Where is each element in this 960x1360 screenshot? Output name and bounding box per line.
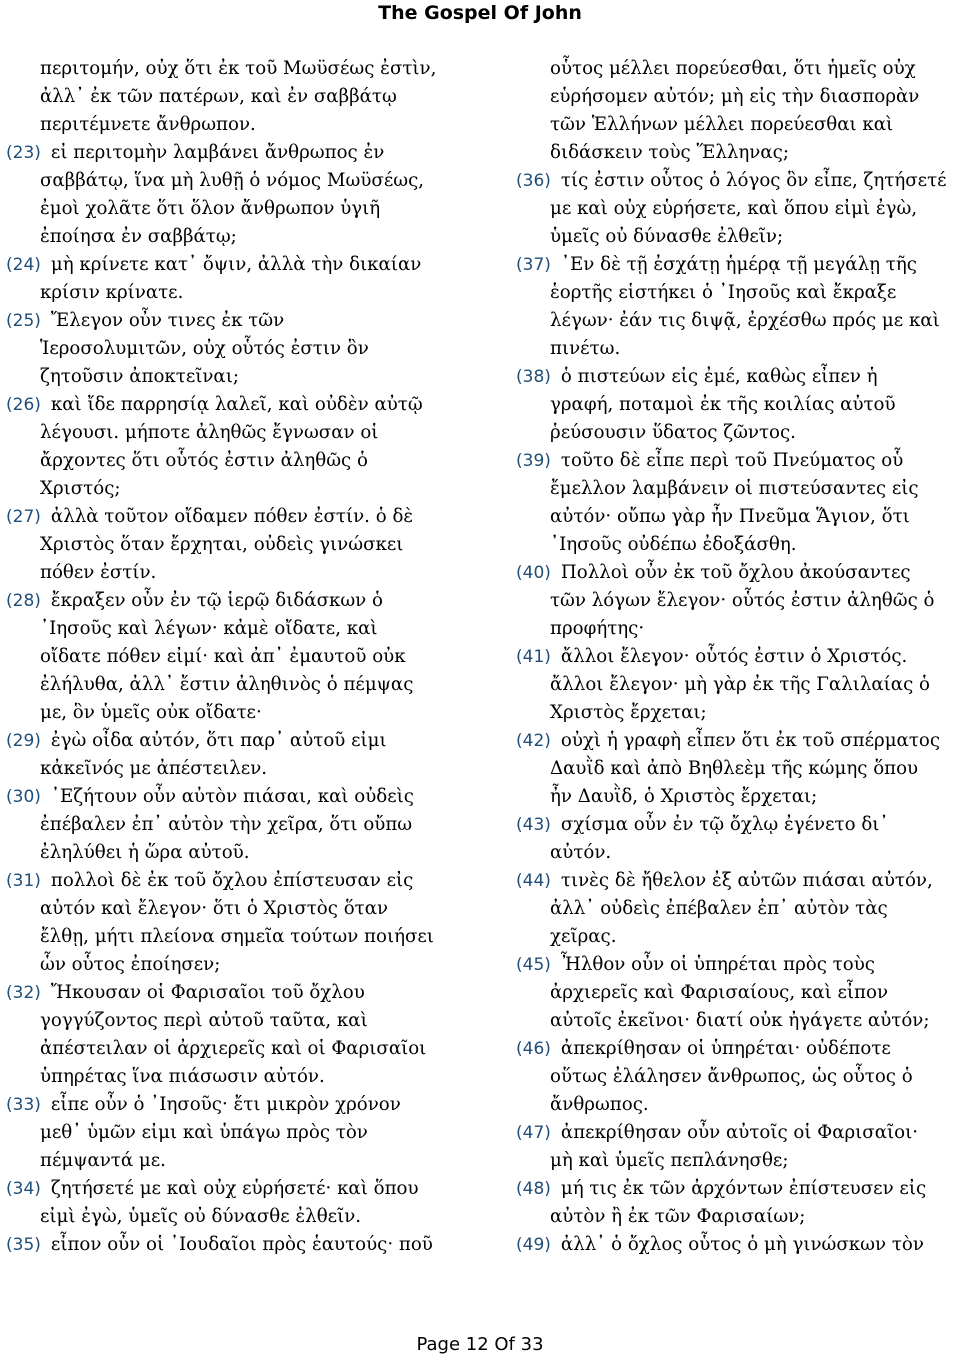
verse-line xyxy=(516,643,960,671)
verse-number: (26) xyxy=(6,395,41,415)
verse-text: οἴδατε πόθεν εἰμί· καὶ ἀπ᾽ ἐμαυτοῦ οὐκ xyxy=(40,646,406,667)
verse-number: (28) xyxy=(6,591,41,611)
verse-number: (46) xyxy=(516,1039,551,1059)
verse-line xyxy=(6,531,476,559)
verse-text: ἔκραξεν οὖν ἐν τῷ ἱερῷ διδάσκων ὁ xyxy=(50,590,383,611)
verse-text: ἑορτῆς εἱστήκει ὁ ᾽Ιησοῦς καὶ ἔκραξε xyxy=(550,282,897,303)
verse-line xyxy=(6,839,476,867)
page-number: Page 12 Of 33 xyxy=(416,1334,544,1355)
verse-line xyxy=(516,755,960,783)
verse-text: ζητήσετέ με καὶ οὐχ εὑρήσετέ· καὶ ὅπου xyxy=(50,1178,419,1199)
verse-text: Δαυῒδ καὶ ἀπὸ Βηθλεὲμ τῆς κώμης ὅπου xyxy=(550,758,919,779)
verse xyxy=(516,1231,960,1259)
verse-line xyxy=(6,307,476,335)
verse-line xyxy=(6,1119,476,1147)
verse-line xyxy=(6,447,476,475)
verse-text: αὐτοῖς ἐκεῖνοι· διατί οὐκ ἠγάγετε αὐτόν; xyxy=(550,1010,930,1031)
verse-line xyxy=(516,531,960,559)
verse-line xyxy=(516,951,960,979)
verse-text: ἄλλοι ἔλεγον· μὴ γὰρ ἐκ τῆς Γαλιλαίας ὁ xyxy=(550,674,931,695)
verse-text: αὐτὸν ἢ ἐκ τῶν Φαρισαίων; xyxy=(550,1206,806,1227)
verse-line xyxy=(516,419,960,447)
verse-text: εἰμὶ ἐγὼ, ὑμεῖς οὐ δύνασθε ἐλθεῖν. xyxy=(40,1206,362,1227)
verse xyxy=(6,1231,476,1259)
verse xyxy=(6,867,476,979)
verse-line xyxy=(516,1119,960,1147)
verse-text: με καὶ οὐχ εὑρήσετε, καὶ ὅπου εἰμὶ ἐγὼ, xyxy=(550,198,918,219)
verse-text: γογγύζοντος περὶ αὐτοῦ ταῦτα, καὶ xyxy=(40,1010,368,1031)
verse xyxy=(6,391,476,503)
verse-number: (34) xyxy=(6,1179,41,1199)
verse-number: (25) xyxy=(6,311,41,331)
verse-line xyxy=(516,699,960,727)
verse-text: ᾽Ιησοῦς καὶ λέγων· κἀμὲ οἴδατε, καὶ xyxy=(40,618,378,639)
verse-number: (35) xyxy=(6,1235,41,1255)
verse-text: ὧν οὗτος ἐποίησεν; xyxy=(40,954,221,975)
verse-text: ἦν Δαυῒδ, ὁ Χριστὸς ἔρχεται; xyxy=(550,786,818,807)
verse-text: ἀλλ᾽ ἐκ τῶν πατέρων, καὶ ἐν σαββάτῳ xyxy=(40,86,397,107)
verse-line xyxy=(6,1007,476,1035)
verse-text: καὶ ἴδε παρρησίᾳ λαλεῖ, καὶ οὐδὲν αὐτῷ xyxy=(50,394,423,415)
verse-line xyxy=(516,195,960,223)
verse-line xyxy=(516,1175,960,1203)
verse xyxy=(6,139,476,251)
verse-text: πινέτω. xyxy=(550,338,621,359)
verse-line xyxy=(6,923,476,951)
verse-line xyxy=(516,923,960,951)
verse-line xyxy=(516,1035,960,1063)
verse-text: πολλοὶ δὲ ἐκ τοῦ ὄχλου ἐπίστευσαν εἰς xyxy=(50,870,414,891)
verse-text: ἔμελλον λαμβάνειν οἱ πιστεύσαντες εἰς xyxy=(550,478,919,499)
verse xyxy=(6,783,476,867)
verse-text: αὐτόν· οὔπω γὰρ ἦν Πνεῦμα Ἅγιον, ὅτι xyxy=(550,506,910,527)
verse-text: μὴ καὶ ὑμεῖς πεπλάνησθε; xyxy=(550,1150,789,1171)
verse-line xyxy=(6,811,476,839)
verse-number: (32) xyxy=(6,983,41,1003)
verse-line xyxy=(6,503,476,531)
verse-line xyxy=(6,279,476,307)
verse-line xyxy=(6,783,476,811)
verse xyxy=(6,979,476,1091)
verse-number: (29) xyxy=(6,731,41,751)
verse-line xyxy=(6,391,476,419)
verse-line xyxy=(6,251,476,279)
verse-number: (43) xyxy=(516,815,551,835)
verse-line xyxy=(516,307,960,335)
verse-text: πέμψαντά με. xyxy=(40,1150,166,1171)
verse-line xyxy=(516,1231,960,1259)
verse-line xyxy=(6,475,476,503)
verse-line xyxy=(516,727,960,755)
verse-text: εἶπε οὖν ὁ ᾽Ιησοῦς· ἔτι μικρὸν χρόνον xyxy=(50,1094,401,1115)
verse-text: αὐτόν. xyxy=(550,842,612,863)
verse-number: (38) xyxy=(516,367,551,387)
verse-line xyxy=(6,223,476,251)
verse-text: ἐλήλυθα, ἀλλ᾽ ἔστιν ἀληθινὸς ὁ πέμψας xyxy=(40,674,414,695)
verse-line xyxy=(6,363,476,391)
verse-text: ὑπηρέτας ἵνα πιάσωσιν αὐτόν. xyxy=(40,1066,325,1087)
verse-line xyxy=(516,363,960,391)
verse-number: (47) xyxy=(516,1123,551,1143)
verse-text: ὑμεῖς οὐ δύνασθε ἐλθεῖν; xyxy=(550,226,784,247)
verse-text: Ἤκουσαν οἱ Φαρισαῖοι τοῦ ὄχλου xyxy=(50,982,365,1003)
verse-line xyxy=(6,1231,476,1259)
verse-text: ἀπεκρίθησαν οἱ ὑπηρέται· οὐδέποτε xyxy=(560,1038,891,1059)
verse-text: λέγουσι. μήποτε ἀληθῶς ἔγνωσαν οἱ xyxy=(40,422,379,443)
verse-line xyxy=(516,223,960,251)
left-column xyxy=(6,55,476,1259)
verse-line xyxy=(6,559,476,587)
verse-number: (41) xyxy=(516,647,551,667)
verse-text: ἔλθῃ, μήτι πλείονα σημεῖα τούτων ποιήσει xyxy=(40,926,434,947)
verse xyxy=(516,1035,960,1119)
verse-text: ᾽Εζήτουν οὖν αὐτὸν πιάσαι, καὶ οὐδεὶς xyxy=(50,786,414,807)
verse-line xyxy=(6,615,476,643)
verse-number: (44) xyxy=(516,871,551,891)
verse-number: (45) xyxy=(516,955,551,975)
verse-text: ἀπέστειλαν οἱ ἀρχιερεῖς καὶ οἱ Φαρισαῖοι xyxy=(40,1038,427,1059)
verse xyxy=(516,1119,960,1175)
verse-line xyxy=(516,167,960,195)
verse-text: μή τις ἐκ τῶν ἀρχόντων ἐπίστευσεν εἰς xyxy=(560,1178,927,1199)
verse-line xyxy=(6,1063,476,1091)
verse-text: εἶπον οὖν οἱ ᾽Ιουδαῖοι πρὸς ἑαυτούς· ποῦ xyxy=(50,1234,433,1255)
verse-text: διδάσκειν τοὺς Ἕλληνας; xyxy=(550,142,789,163)
verse-text: ζητοῦσιν ἀποκτεῖναι; xyxy=(40,366,239,387)
verse-line xyxy=(516,615,960,643)
verse xyxy=(6,1091,476,1175)
verse-line xyxy=(516,475,960,503)
verse-text: ᾽Ιησοῦς οὐδέπω ἐδοξάσθη. xyxy=(550,534,797,555)
verse-text: Πολλοὶ οὖν ἐκ τοῦ ὄχλου ἀκούσαντες xyxy=(560,562,911,583)
verse-line xyxy=(6,587,476,615)
verse-text: γραφή, ποταμοὶ ἐκ τῆς κοιλίας αὐτοῦ xyxy=(550,394,896,415)
verse-text: ἀλλ᾽ οὐδεὶς ἐπέβαλεν ἐπ᾽ αὐτὸν τὰς xyxy=(550,898,888,919)
verse-text: ἀπεκρίθησαν οὖν αὐτοῖς οἱ Φαρισαῖοι· xyxy=(560,1122,918,1143)
verse-text: Χριστός; xyxy=(40,478,121,499)
verse-line xyxy=(516,1063,960,1091)
verse-line xyxy=(6,1203,476,1231)
verse-line xyxy=(516,111,960,139)
verse-text: τῶν Ἑλλήνων μέλλει πορεύεσθαι καὶ xyxy=(550,114,894,135)
right-column xyxy=(516,55,960,1259)
verse-text: τίς ἐστιν οὗτος ὁ λόγος ὃν εἶπε, ζητήσετέ xyxy=(560,170,947,191)
verse-number: (31) xyxy=(6,871,41,891)
verse-number: (27) xyxy=(6,507,41,527)
verse-line xyxy=(6,83,476,111)
verse-text: ἐποίησα ἐν σαββάτῳ; xyxy=(40,226,237,247)
verse-text: οὕτως ἐλάλησεν ἄνθρωπος, ὡς οὗτος ὁ xyxy=(550,1066,913,1087)
verse-text: ἐμοὶ χολᾶτε ὅτι ὅλον ἄνθρωπον ὑγιῆ xyxy=(40,198,381,219)
verse-text: ῥεύσουσιν ὕδατος ζῶντος. xyxy=(550,422,796,443)
verse xyxy=(516,727,960,811)
verse-line xyxy=(6,951,476,979)
verse-number: (24) xyxy=(6,255,41,275)
verse-number: (36) xyxy=(516,171,551,191)
verse xyxy=(516,867,960,951)
verse-line xyxy=(516,811,960,839)
verse-text: τοῦτο δὲ εἶπε περὶ τοῦ Πνεύματος οὗ xyxy=(560,450,904,471)
verse-text: οὗτος μέλλει πορεύεσθαι, ὅτι ἡμεῖς οὐχ xyxy=(550,58,916,79)
verse-number: (49) xyxy=(516,1235,551,1255)
verse-number: (48) xyxy=(516,1179,551,1199)
verse-text: τινὲς δὲ ἤθελον ἐξ αὐτῶν πιάσαι αὐτόν, xyxy=(560,870,933,891)
verse-text: χεῖρας. xyxy=(550,926,617,947)
verse-text: σχίσμα οὖν ἐν τῷ ὄχλῳ ἐγένετο δι᾽ xyxy=(560,814,889,835)
verse-number: (40) xyxy=(516,563,551,583)
verse-text: ἀλλὰ τοῦτον οἴδαμεν πόθεν ἐστίν. ὁ δὲ xyxy=(50,506,414,527)
verse-text: οὐχὶ ἡ γραφὴ εἶπεν ὅτι ἐκ τοῦ σπέρματος xyxy=(560,730,941,751)
verse xyxy=(516,251,960,363)
verse-text: μεθ᾽ ὑμῶν εἰμι καὶ ὑπάγω πρὸς τὸν xyxy=(40,1122,368,1143)
verse-text: περιτομήν, οὐχ ὅτι ἐκ τοῦ Μωϋσέως ἐστὶν, xyxy=(40,58,437,79)
verse xyxy=(6,1175,476,1231)
verse-line xyxy=(6,699,476,727)
verse-text: ἀλλ᾽ ὁ ὄχλος οὗτος ὁ μὴ γινώσκων τὸν xyxy=(560,1234,924,1255)
verse-number: (42) xyxy=(516,731,551,751)
verse-line xyxy=(6,1147,476,1175)
verse-line xyxy=(6,55,476,83)
verse-text: ἐγὼ οἶδα αὐτόν, ὅτι παρ᾽ αὐτοῦ εἰμι xyxy=(50,730,387,751)
verse-text: εὑρήσομεν αὐτόν; μὴ εἰς τὴν διασπορὰν xyxy=(550,86,920,107)
verse-line xyxy=(6,111,476,139)
verse-text: Ἱεροσολυμιτῶν, οὐχ οὗτός ἐστιν ὃν xyxy=(40,338,369,359)
verse-text: σαββάτῳ, ἵνα μὴ λυθῇ ὁ νόμος Μωϋσέως, xyxy=(40,170,425,191)
verse-line xyxy=(6,867,476,895)
verse-line xyxy=(516,1007,960,1035)
verse-text: κρίσιν κρίνατε. xyxy=(40,282,184,303)
verse-line xyxy=(516,559,960,587)
verse-number: (23) xyxy=(6,143,41,163)
verse-text: τῶν λόγων ἔλεγον· οὗτός ἐστιν ἀληθῶς ὁ xyxy=(550,590,935,611)
verse-text: κἀκεῖνός με ἀπέστειλεν. xyxy=(40,758,268,779)
verse-text: με, ὃν ὑμεῖς οὐκ οἴδατε· xyxy=(40,702,262,723)
verse-line xyxy=(516,139,960,167)
verse-line xyxy=(516,783,960,811)
page-header xyxy=(0,0,960,26)
verse-line xyxy=(6,643,476,671)
verse-text: ἐληλύθει ἡ ὥρα αὐτοῦ. xyxy=(40,842,250,863)
verse-line xyxy=(516,671,960,699)
verse-line xyxy=(6,195,476,223)
verse xyxy=(516,363,960,447)
verse xyxy=(516,167,960,251)
verse-line xyxy=(6,419,476,447)
verse xyxy=(516,1175,960,1231)
verse xyxy=(516,811,960,867)
verse-line xyxy=(6,167,476,195)
verse xyxy=(6,727,476,783)
verse-text: Χριστὸς ἔρχεται; xyxy=(550,702,707,723)
verse-line xyxy=(516,1091,960,1119)
verse-line xyxy=(6,755,476,783)
verse-line xyxy=(6,671,476,699)
verse-number: (39) xyxy=(516,451,551,471)
verse-line xyxy=(516,1203,960,1231)
verse xyxy=(516,55,960,167)
verse-line xyxy=(516,867,960,895)
verse-number: (30) xyxy=(6,787,41,807)
verse-line xyxy=(6,139,476,167)
verse-line xyxy=(516,335,960,363)
verse xyxy=(6,587,476,727)
verse xyxy=(516,447,960,559)
verse-text: ἄνθρωπος. xyxy=(550,1094,649,1115)
verse xyxy=(6,55,476,139)
verse xyxy=(516,559,960,643)
verse-text: αὐτόν καὶ ἔλεγον· ὅτι ὁ Χριστὸς ὅταν xyxy=(40,898,389,919)
verse-line xyxy=(516,895,960,923)
verse-line xyxy=(516,55,960,83)
verse-text: Ἔλεγον οὖν τινες ἐκ τῶν xyxy=(50,310,285,331)
verse-line xyxy=(6,727,476,755)
verse-text: ἐπέβαλεν ἐπ᾽ αὐτὸν τὴν χεῖρα, ὅτι οὔπω xyxy=(40,814,413,835)
verse-line xyxy=(516,839,960,867)
verse-number: (37) xyxy=(516,255,551,275)
verse-line xyxy=(6,895,476,923)
verse-line xyxy=(516,279,960,307)
verse xyxy=(6,307,476,391)
verse-text: Ἦλθον οὖν οἱ ὑπηρέται πρὸς τοὺς xyxy=(560,954,875,975)
verse-line xyxy=(516,1147,960,1175)
verse-line xyxy=(6,979,476,1007)
verse-line xyxy=(6,1035,476,1063)
verse-line xyxy=(6,1175,476,1203)
verse-text: προφήτης· xyxy=(550,618,645,639)
verse-text: εἰ περιτομὴν λαμβάνει ἄνθρωπος ἐν xyxy=(50,142,385,163)
verse xyxy=(6,503,476,587)
verse-line xyxy=(516,587,960,615)
verse-line xyxy=(516,391,960,419)
verse xyxy=(516,643,960,727)
verse-line xyxy=(516,83,960,111)
verse xyxy=(516,951,960,1035)
verse-text: πόθεν ἐστίν. xyxy=(40,562,157,583)
verse-text: λέγων· ἐάν τις διψᾷ, ἐρχέσθω πρός με καὶ xyxy=(550,310,940,331)
verse-line xyxy=(516,979,960,1007)
verse-line xyxy=(516,447,960,475)
verse-text: ᾽Εν δὲ τῇ ἐσχάτῃ ἡμέρᾳ τῇ μεγάλῃ τῆς xyxy=(560,254,917,275)
verse-text: Χριστὸς ὅταν ἔρχηται, οὐδεὶς γινώσκει xyxy=(40,534,404,555)
verse-text: ἀρχιερεῖς καὶ Φαρισαίους, καὶ εἶπον xyxy=(550,982,888,1003)
verse-line xyxy=(6,335,476,363)
verse-line xyxy=(516,251,960,279)
verse-text: μὴ κρίνετε κατ᾽ ὄψιν, ἀλλὰ τὴν δικαίαν xyxy=(50,254,422,275)
verse-text: ἄλλοι ἔλεγον· οὗτός ἐστιν ὁ Χριστός. xyxy=(560,646,908,667)
book-title: The Gospel Of John xyxy=(378,2,582,24)
verse-line xyxy=(6,1091,476,1119)
verse-number: (33) xyxy=(6,1095,41,1115)
verse-line xyxy=(516,503,960,531)
verse-text: ὁ πιστεύων εἰς ἐμέ, καθὼς εἶπεν ἡ xyxy=(560,366,878,387)
verse xyxy=(6,251,476,307)
page-footer xyxy=(0,1332,960,1358)
verse-text: περιτέμνετε ἄνθρωπον. xyxy=(40,114,256,135)
verse-text: ἄρχοντες ὅτι οὗτός ἐστιν ἀληθῶς ὁ xyxy=(40,450,368,471)
